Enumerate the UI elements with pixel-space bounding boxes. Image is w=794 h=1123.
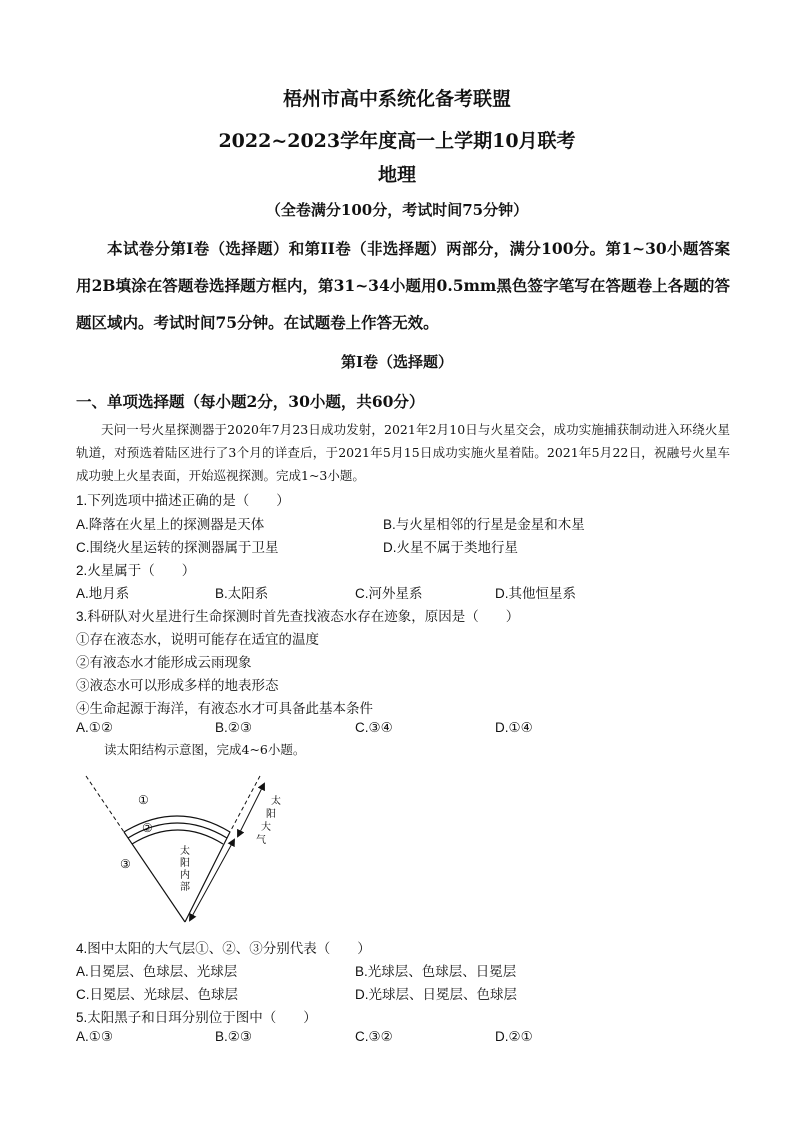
sun-interior-label: [180, 844, 190, 893]
subject-title: 地理: [377, 164, 416, 186]
q2-option-c: C.河外星系: [355, 586, 423, 601]
q4-stem: 4.图中太阳的大气层①、②、③分别代表（ ）: [76, 941, 371, 956]
q1-option-d: D.火星不属于类地行星: [383, 540, 518, 555]
sun-atmosphere-label: [256, 794, 281, 846]
q4-option-b: B.光球层、色球层、日冕层: [355, 964, 517, 979]
sun-structure-diagram: [80, 770, 300, 930]
q1-option-b: B.与火星相邻的行星是金星和木星: [383, 517, 585, 532]
svg-text:太阳内部: 太阳内部: [180, 846, 190, 893]
q5-stem: 5.太阳黑子和日珥分别位于图中（ ）: [76, 1010, 317, 1025]
q5-option-a: A.①③: [76, 1029, 113, 1044]
outer-dashed-right: [230, 776, 260, 832]
layer-label-1: ①: [138, 793, 149, 807]
q3-stem: 3.科研队对火星进行生命探测时首先查找液态水存在迹象，原因是（ ）: [76, 609, 520, 624]
q3-option-a: A.①②: [76, 720, 113, 735]
q3-option-d: D.①④: [495, 720, 533, 735]
q2-stem: 2.火星属于（ ）: [76, 563, 196, 578]
q3-option-c: C.③④: [355, 720, 393, 735]
q1-option-a: A.降落在火星上的探测器是天体: [76, 517, 265, 532]
q5-option-c: C.③②: [355, 1029, 393, 1044]
sector-edge-right: [185, 832, 230, 922]
layer-label-3: ③: [120, 857, 131, 871]
q3-statement-3: ③液态水可以形成多样的地表形态: [76, 678, 279, 693]
outer-dashed-left: [86, 776, 124, 832]
q4-option-c: C.日冕层、光球层、色球层: [76, 987, 238, 1002]
svg-text:太阳大气: 太阳大气: [256, 796, 281, 846]
q3-statement-2: ②有液态水才能形成云雨现象: [76, 655, 252, 670]
q4-option-d: D.光球层、日冕层、色球层: [355, 987, 517, 1002]
alliance-title: 梧州市高中系统化备考联盟: [282, 88, 511, 110]
q2-option-d: D.其他恒星系: [495, 586, 576, 601]
q3-option-b: B.②③: [215, 720, 252, 735]
exam-title: 2022~2023学年度高一上学期10月联考: [218, 130, 576, 152]
q1-option-c: C.围绕火星运转的探测器属于卫星: [76, 540, 279, 555]
q5-option-b: B.②③: [215, 1029, 252, 1044]
q3-statement-1: ①存在液态水，说明可能存在适宜的温度: [76, 632, 319, 647]
exam-instructions: 本试卷分第I卷（选择题）和第II卷（非选择题）两部分，满分100分。第1~30小题答案用2B填涂在答题卷选择题方框内，第31~34小题用0.5mm黑色签字笔写在答题卷上各题的答题区域内。考试时间75分钟。在试题卷上作答无效。: [76, 239, 730, 332]
part1-title: 第I卷（选择题）: [340, 353, 454, 371]
read-diagram-instruction: 读太阳结构示意图，完成4~6小题。: [104, 742, 306, 757]
score-time-note: （全卷满分100分，考试时间75分钟）: [265, 201, 529, 219]
q2-option-b: B.太阳系: [215, 586, 269, 601]
q3-statement-4: ④生命起源于海洋，有液态水才可具备此基本条件: [76, 701, 373, 716]
q4-option-a: A.日冕层、色球层、光球层: [76, 964, 238, 979]
q2-option-a: A.地月系: [76, 586, 130, 601]
passage-mars: 天问一号火星探测器于2020年7月23日成功发射，2021年2月10日与火星交会，成功实施捕获制动进入环绕火星轨道，对预选着陆区进行了3个月的详查后，于2021年5月15日成功实施火星着陆。2021年5月22日，祝融号火星车成功驶上火星表面，开始巡视探测。完成1~3小题。: [76, 422, 730, 483]
interior-arrow: [190, 840, 234, 920]
sector-edge-left: [124, 832, 185, 922]
section1-title: 一、单项选择题（每小题2分，30小题，共60分）: [76, 392, 425, 411]
q5-option-d: D.②①: [495, 1029, 533, 1044]
layer-label-2: ②: [142, 821, 153, 835]
q1-stem: 1.下列选项中描述正确的是（ ）: [76, 493, 290, 508]
